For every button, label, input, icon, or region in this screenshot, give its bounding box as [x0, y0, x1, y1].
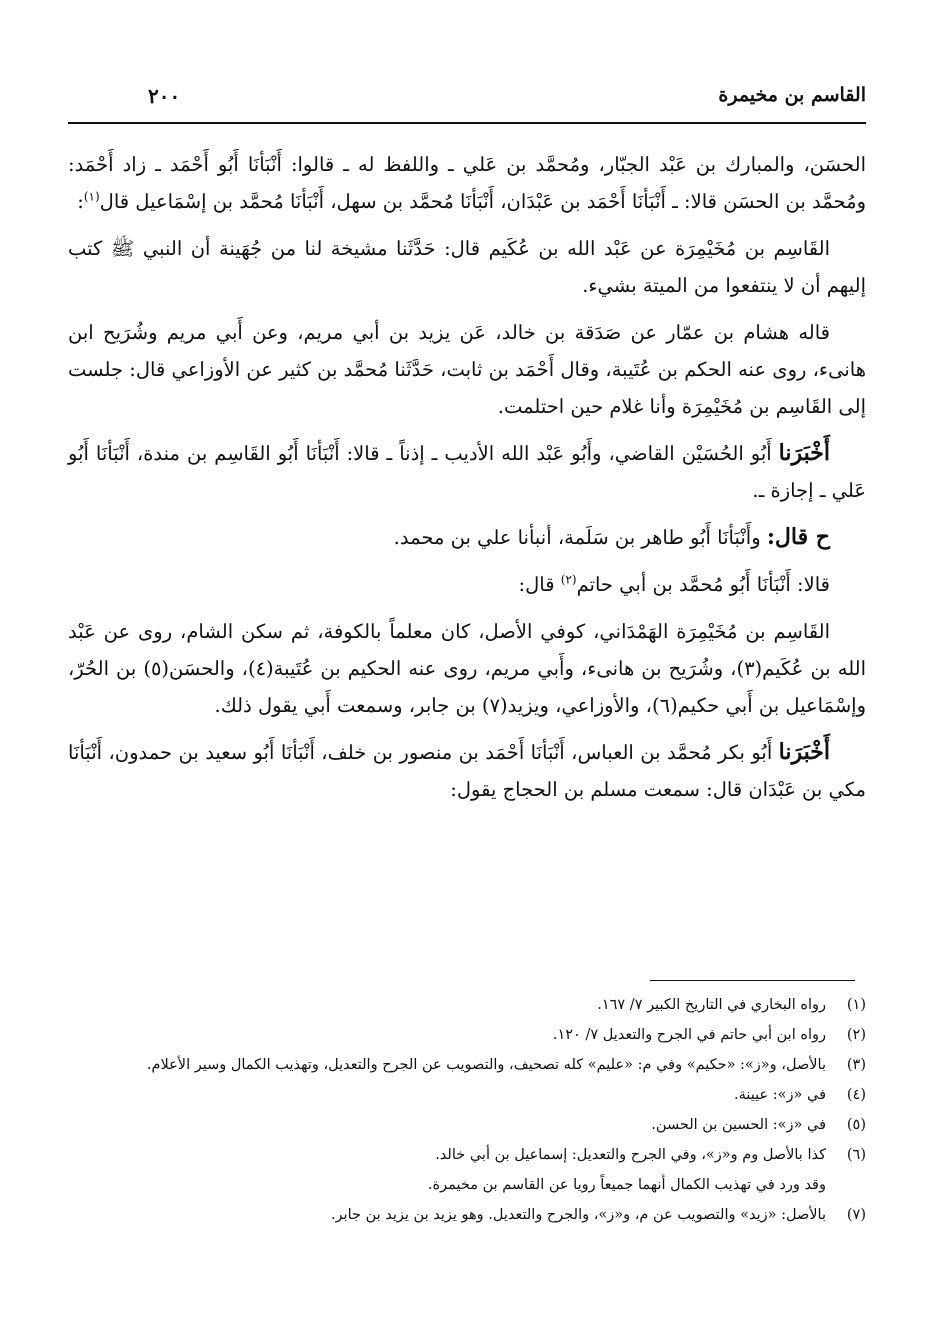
paragraph-6 [68, 566, 866, 603]
footnote-text: بالأصل: «زيد» والتصويب عن م، و«ز»، والجرح والتعديل. وهو يزيد بن يزيد بن جابر. [330, 1207, 826, 1223]
footnote-number: (٥) [846, 1117, 866, 1133]
paragraph-text: قاله هشام بن عمّار عن صَدَقة بن خالد، عَن يزيد بن أبي مريم، وعن أَبي مريم وشُرَيح ابن هانىء، روى عنه الحكم بن عُتَيبة، وقال أَحْمَد بن ثابت، حَدَّثَنا مُحمَّد بن كثير عن الأوزاعي قال: جلست إلى القَاسِم بن مُخَيْمِرَة وأنا غلام حين احتلمت. [68, 321, 866, 418]
paragraph-text: أَبُو بكر مُحمَّد بن العباس، أَنْبَأنَا أَحْمَد بن منصور بن خلف، أَنْبَأنَا أَبُو سعيد بن حمدون، أَنْبَأنَا مكي بن عَبْدَان قال: سمعت مسلم بن الحجاج يقول: [68, 741, 866, 801]
footnote-text: رواه ابن أبي حاتم في الجرح والتعديل ٧/ ١٢٠. [552, 1027, 826, 1043]
main-text [68, 146, 866, 818]
footnote [68, 1080, 866, 1110]
footnote [68, 1200, 866, 1230]
paragraph-5 [68, 519, 866, 556]
lead-word: ح قال: [766, 524, 830, 550]
footnote-text: وقد ورد في تهذيب الكمال أنهما جميعاً رويا عن القاسم بن مخيمرة. [427, 1177, 826, 1193]
footnote-text: في «ز»: الحسين بن الحسن. [651, 1117, 826, 1133]
paragraph-7 [68, 613, 866, 724]
footnote-ref: (١) [83, 189, 100, 204]
footnote-number: (٢) [846, 1027, 866, 1043]
footnote-text: في «ز»: عيينة. [733, 1087, 826, 1103]
paragraph-text: القَاسِم بن مُخَيْمِرَة الهَمْدَاني، كوفي الأصل، كان معلماً بالكوفة، ثم سكن الشام، روى عن عَبْد الله بن عُكَيم(٣)، وشُرَيح بن هانىء، وأَبي مريم، روى عنه الحكيم بن عُتَيبة(٤)، والحسَن(٥) بن الحُرّ، وإسْمَاعيل بن أَبي حكيم(٦)، والأوزاعي، ويزيد(٧) بن جابر، وسمعت أَبي يقول ذلك. [68, 620, 867, 717]
paragraph-text-end: : [77, 190, 84, 213]
footnote [68, 1050, 866, 1080]
paragraph-4 [68, 435, 866, 509]
footnote [68, 1140, 866, 1170]
footnote-text: كذا بالأصل وم و«ز»، وفي الجرح والتعديل: إسماعيل بن أبي خالد. [435, 1147, 826, 1163]
footnote-number: (٤) [846, 1087, 866, 1103]
footnote [68, 990, 866, 1020]
running-title: القاسم بن مخيمرة [718, 84, 866, 106]
paragraph-text: الحسَن، والمبارك بن عَبْد الجبّار، ومُحمَّد بن عَلي ـ واللفظ له ـ قالوا: أَنْبَأنَا أَبُو أَحْمَد ـ زاد أَحْمَد: ومُحمَّد بن الحسَن قالا: ـ أَنْبَأنَا أَحْمَد بن عَبْدَان، أَنْبَأنَا مُحمَّد بن سهل، أَنْبَأنَا مُحمَّد بن إسْمَاعيل قال [68, 153, 866, 213]
footnote-number: (٣) [846, 1057, 866, 1073]
footnote-number: (٧) [846, 1207, 866, 1223]
footnote-text: رواه البخاري في التاريخ الكبير ٧/ ١٦٧. [597, 997, 826, 1013]
footnote-divider [650, 980, 855, 981]
paragraph-8 [68, 734, 866, 808]
footnote-number [826, 1170, 866, 1200]
footnote-text: بالأصل، و«ز»: «حكيم» وفي م: «عليم» كله تصحيف، والتصويب عن الجرح والتعديل، وتهذيب الكمال وسير الأعلام. [146, 1057, 826, 1073]
footnote-continuation [68, 1170, 866, 1200]
footnote [68, 1110, 866, 1140]
page-header [68, 82, 866, 124]
page-number: ٢٠٠ [148, 84, 181, 108]
paragraph-text: أَبُو الحُسَيْن القاضي، وأَبُو عَبْد الله الأديب ـ إذناً ـ قالا: أَنْبَأنَا أَبُو القَاسِم بن مندة، أَنْبَأنَا أَبُو عَلي ـ إجازة ـ. [68, 442, 866, 502]
footnotes [68, 990, 866, 1230]
paragraph-text: القَاسِم بن مُخَيْمِرَة عن عَبْد الله بن عُكَيم قال: حَدَّثَنا مشيخة لنا من جُهَينة أن النبي ﷺ كتب إليهم أن لا ينتفعوا من الميتة بشيء. [68, 237, 866, 297]
paragraph-text: وأَنْبَأنَا أَبُو طاهر بن سَلَمة، أنبأنا علي بن محمد. [393, 526, 767, 549]
paragraph-1 [68, 146, 866, 220]
footnote-ref: (٢) [560, 572, 577, 587]
footnote-number: (١) [846, 997, 866, 1013]
paragraph-text-end: قال: [518, 573, 561, 596]
footnote [68, 1020, 866, 1050]
paragraph-text: قالا: أَنْبَأنَا أَبُو مُحمَّد بن أبي حاتم [576, 573, 830, 596]
lead-word: أَخْبَرَنا [778, 440, 830, 466]
paragraph-3 [68, 314, 866, 425]
footnote-number: (٦) [846, 1147, 866, 1163]
lead-word: أَخْبَرَنا [778, 739, 830, 765]
paragraph-2 [68, 230, 866, 304]
